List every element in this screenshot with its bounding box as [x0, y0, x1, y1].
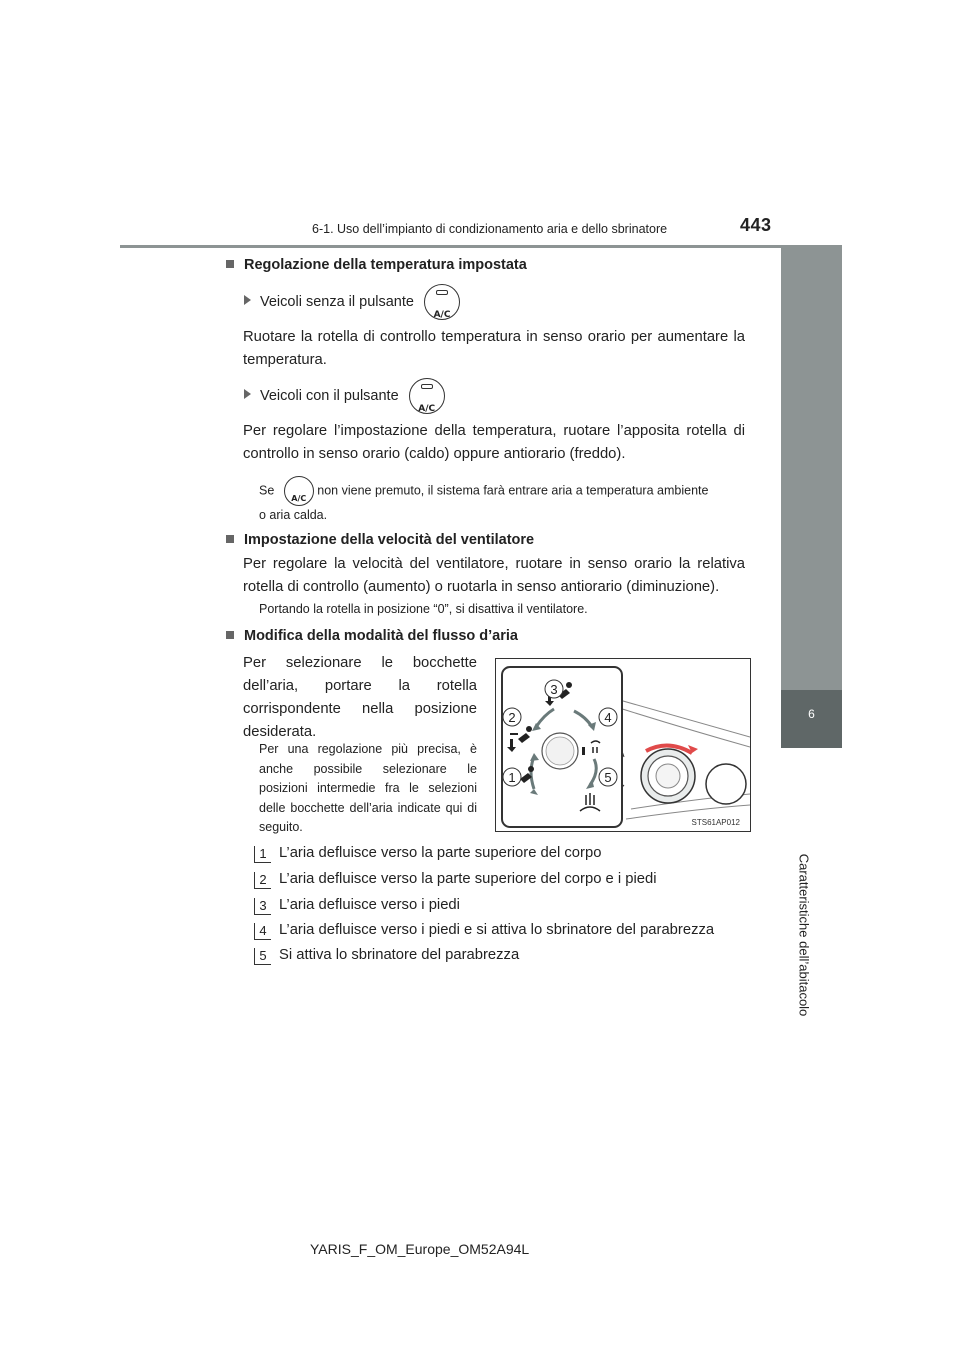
ac-button-icon: A/C [284, 476, 314, 506]
chapter-side-tab [781, 248, 842, 745]
list-item: 4 L’aria defluisce verso i piedi e si attiva lo sbrinatore del parabrezza [254, 922, 714, 940]
heading-airflow: Modifica della modalità del flusso d’aria [226, 628, 518, 644]
list-item: 5 Si attiva lo sbrinatore del parabrezza [254, 947, 519, 965]
square-bullet-icon [226, 535, 234, 543]
chapter-title: Caratteristiche dell’abitacolo [796, 853, 812, 1017]
sub-with-ac: Veicoli con il pulsante A/C [244, 378, 445, 414]
item-number: 5 [254, 948, 271, 965]
page-number: 443 [740, 215, 772, 235]
airflow-mode-figure [495, 658, 751, 832]
note-airflow: Per una regolazione più precisa, è anche possibile selezionare le posizioni intermedie fra le selezioni delle bocchette dell’aria indicate qui di seguito. [259, 742, 477, 834]
heading-temperature: Regolazione della temperatura impostata [226, 257, 527, 273]
sub-without-ac: Veicoli senza il pulsante A/C [244, 284, 460, 320]
triangle-bullet-icon [244, 295, 251, 305]
note-fan-speed: Portando la rotella in posizione “0”, si disattiva il ventilatore. [259, 602, 588, 616]
triangle-bullet-icon [244, 389, 251, 399]
square-bullet-icon [226, 260, 234, 268]
note-ac: Se A/C non viene premuto, il sistema farà entrare aria a temperatura ambiente [259, 476, 747, 506]
list-item: 3 L’aria defluisce verso i piedi [254, 897, 460, 915]
heading-fan-speed: Impostazione della velocità del ventilatore [226, 532, 534, 548]
chapter-number: 6 [781, 690, 842, 748]
para-airflow: Per selezionare le bocchette dell’aria, portare la rotella corrispondente nella posizione desiderata. [243, 655, 477, 740]
note-ac-line2: o aria calda. [259, 508, 328, 522]
figure-callout-1: 1 [508, 770, 516, 785]
section-header: 6-1. Uso dell’impianto di condizionamento aria e dello sbrinatore [312, 222, 668, 236]
para-temperature-2: Per regolare l’impostazione della temperatura, ruotare l’apposita rotella di controllo in senso orario (caldo) oppure antiorario (freddo). [243, 423, 745, 462]
item-number: 4 [254, 923, 271, 940]
item-number: 1 [254, 846, 271, 863]
item-number: 3 [254, 898, 271, 915]
figure-callout-4: 4 [604, 710, 612, 725]
item-number: 2 [254, 872, 271, 889]
document-code: YARIS_F_OM_Europe_OM52A94L [310, 1241, 530, 1257]
para-temperature-1: Ruotare la rotella di controllo temperatura in senso orario per aumentare la temperatura. [243, 329, 745, 368]
list-item: 1 L’aria defluisce verso la parte superiore del corpo [254, 845, 601, 863]
figure-callout-3: 3 [550, 682, 558, 697]
airflow-dial-illustration [496, 659, 750, 831]
list-item: 2 L’aria defluisce verso la parte superiore del corpo e i piedi [254, 871, 657, 889]
ac-button-icon: A/C [424, 284, 460, 320]
square-bullet-icon [226, 631, 234, 639]
figure-callout-5: 5 [604, 770, 612, 785]
figure-code: STS61AP012 [691, 818, 740, 827]
figure-callout-2: 2 [508, 710, 516, 725]
para-fan-speed: Per regolare la velocità del ventilatore, ruotare in senso orario la relativa rotella di controllo (aumento) o ruotarla in senso antiorario (diminuzione). [243, 556, 745, 595]
header-rule [120, 245, 842, 248]
ac-button-icon: A/C [409, 378, 445, 414]
